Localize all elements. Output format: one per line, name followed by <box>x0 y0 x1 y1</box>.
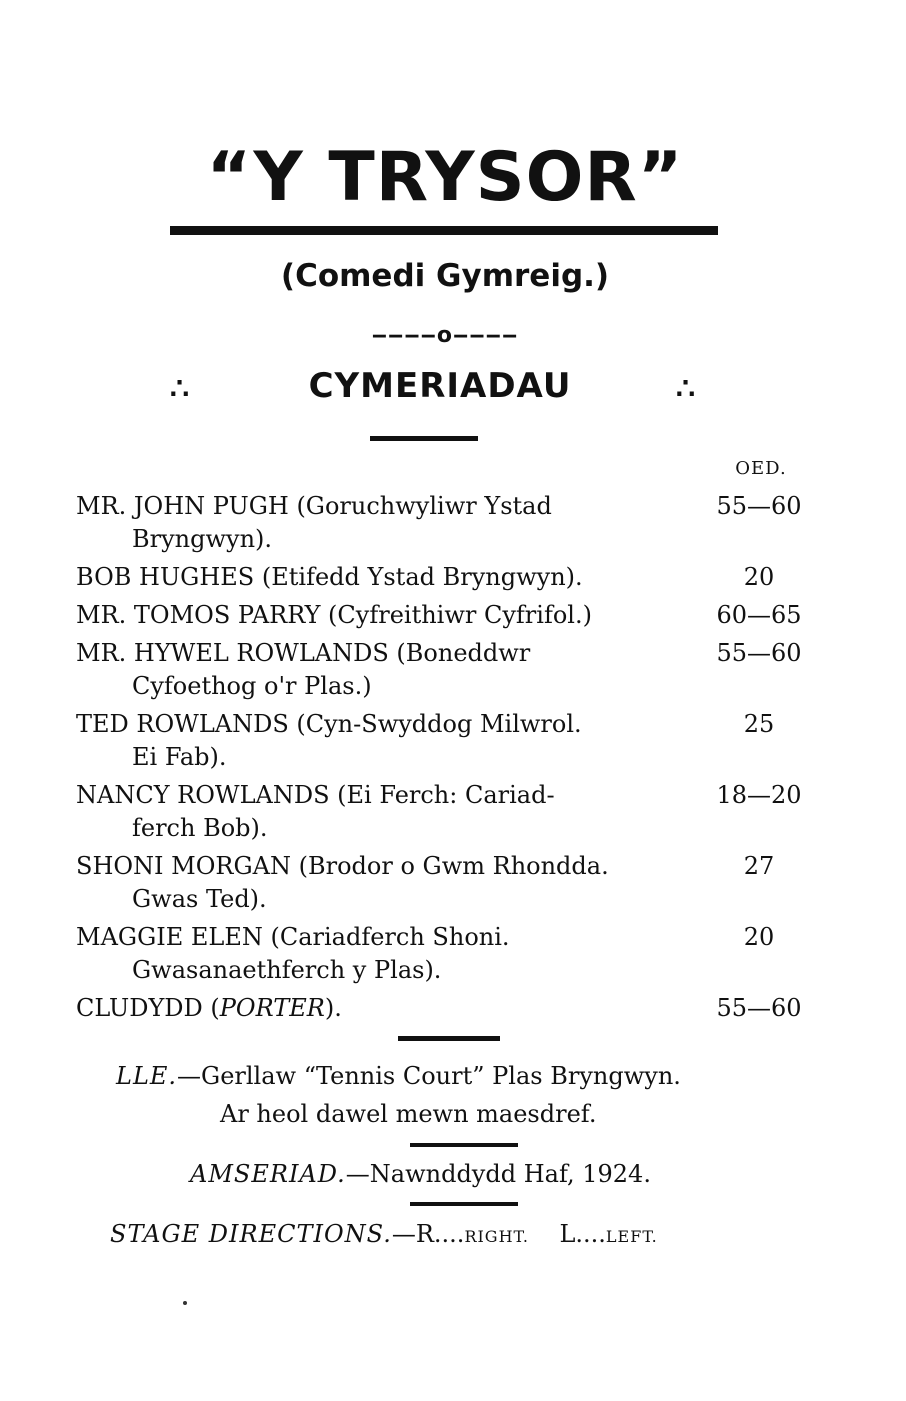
cast-age: 55—60 <box>716 492 802 520</box>
time-line <box>190 1160 651 1188</box>
cast-description: Ei Fab). <box>132 743 227 771</box>
cast-row <box>76 921 836 987</box>
setting-line-2: Ar heol dawel mewn maesdref. <box>220 1100 597 1128</box>
cast-row <box>76 490 836 556</box>
cast-list <box>76 490 836 1030</box>
stage-directions-line <box>110 1220 658 1248</box>
cast-row <box>76 599 836 632</box>
cast-row <box>76 637 836 703</box>
cast-name: MAGGIE ELEN (Cariadferch Shoni. <box>76 923 510 951</box>
cast-name: MR. HYWEL ROWLANDS (Boneddwr <box>76 639 531 667</box>
cast-description: ferch Bob). <box>132 814 268 842</box>
stage-left: LEFT. <box>605 1227 658 1246</box>
cast-description: Cyfoethog o'r Plas.) <box>132 672 372 700</box>
cast-name: MR. JOHN PUGH (Goruchwyliwr Ystad <box>76 492 552 520</box>
cast-age: 60—65 <box>716 601 802 629</box>
stage-label: STAGE DIRECTIONS. <box>110 1220 392 1248</box>
play-subtitle: (Comedi Gymreig.) <box>280 258 610 294</box>
stage-r: R.... <box>415 1220 465 1248</box>
heading-rule <box>370 436 478 441</box>
section-rule <box>398 1036 500 1041</box>
dots-ornament-left: ∴ <box>170 372 190 407</box>
title-underline <box>170 226 718 235</box>
stage-right: RIGHT. <box>464 1227 529 1246</box>
section-rule <box>410 1202 518 1206</box>
cast-age: 18—20 <box>716 781 802 809</box>
cast-age: 20 <box>743 923 775 951</box>
time-label: AMSERIAD. <box>190 1160 346 1188</box>
dots-ornament-right: ∴ <box>676 372 696 407</box>
cast-age: 25 <box>743 710 775 738</box>
cast-age: 55—60 <box>716 994 802 1022</box>
section-rule <box>410 1143 518 1147</box>
setting-dash: — <box>177 1062 202 1090</box>
cast-name: BOB HUGHES (Etifedd Ystad Bryngwyn). <box>76 563 583 591</box>
characters-heading: CYMERIADAU <box>308 366 572 406</box>
time-dash: — <box>345 1160 370 1188</box>
ornament-divider: ‒‒‒‒o‒‒‒‒ <box>371 323 519 348</box>
cast-age: 55—60 <box>716 639 802 667</box>
cast-row-porter <box>76 992 836 1025</box>
cast-row <box>76 779 836 845</box>
cast-row <box>76 561 836 594</box>
porter-prefix: CLUDYDD ( <box>76 994 220 1022</box>
time-text: Nawnddydd Haf, 1924. <box>369 1160 651 1188</box>
print-speck <box>183 1301 187 1305</box>
cast-name: MR. TOMOS PARRY (Cyfreithiwr Cyfrifol.) <box>76 601 592 629</box>
setting-text: Gerllaw “Tennis Court” Plas Bryngwyn. <box>201 1062 681 1090</box>
porter-italic: PORTER <box>219 994 325 1022</box>
cast-age: 20 <box>743 563 775 591</box>
porter-suffix: ). <box>324 994 342 1022</box>
cast-description: Gwasanaethferch y Plas). <box>132 956 442 984</box>
age-column-header: OED. <box>735 458 787 479</box>
play-title: “Y TRYSOR” <box>206 138 684 217</box>
setting-label: LLE. <box>116 1062 178 1090</box>
cast-description: Bryngwyn). <box>132 525 273 553</box>
cast-name: SHONI MORGAN (Brodor o Gwm Rhondda. <box>76 852 609 880</box>
cast-name: TED ROWLANDS (Cyn-Swyddog Milwrol. <box>76 710 582 738</box>
stage-dash: — <box>391 1220 416 1248</box>
cast-row <box>76 708 836 774</box>
cast-row <box>76 850 836 916</box>
stage-l: L.... <box>559 1220 606 1248</box>
cast-age: 27 <box>743 852 775 880</box>
cast-description: Gwas Ted). <box>132 885 267 913</box>
setting-line <box>116 1062 681 1090</box>
cast-name: NANCY ROWLANDS (Ei Ferch: Cariad- <box>76 781 555 809</box>
